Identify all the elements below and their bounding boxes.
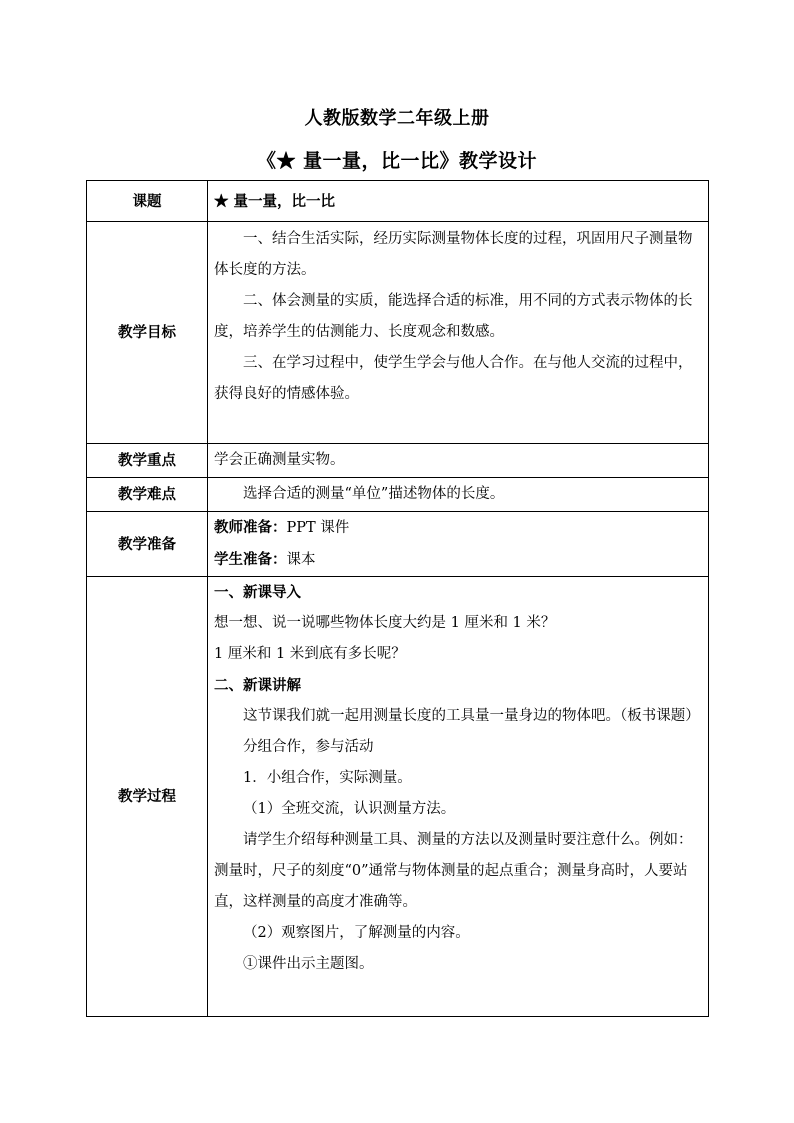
student-preparation-label: 学生准备： (214, 551, 287, 568)
row-objectives (87, 222, 709, 444)
process-label: 教学过程 (87, 577, 208, 1017)
teacher-preparation-value: PPT 课件 (286, 520, 350, 536)
row-key-point (87, 444, 709, 478)
process-line: （1）全班交流，认识测量方法。 (243, 801, 456, 817)
teacher-preparation-label: 教师准备： (214, 519, 287, 536)
key-point-label: 教学重点 (87, 444, 208, 478)
objectives-label: 教学目标 (87, 222, 208, 444)
process-line: 想一想、说一说哪些物体长度大约是 1 厘米和 1 米？ (214, 615, 556, 631)
process-line: ①课件出示主题图。 (243, 956, 374, 972)
process-line: 分组合作，参与活动 (243, 739, 374, 755)
row-process (87, 577, 709, 1017)
row-topic (87, 181, 709, 222)
document-title-line1: 人教版数学二年级上册 (304, 108, 490, 129)
key-point-value: 学会正确测量实物。 (208, 444, 709, 478)
difficulty-value: 选择合适的测量“单位”描述物体的长度。 (208, 478, 709, 512)
process-heading: 一、新课导入 (214, 584, 301, 601)
process-heading: 二、新课讲解 (214, 677, 301, 694)
topic-label: 课题 (87, 181, 208, 222)
preparation-label: 教学准备 (87, 512, 208, 577)
document-title-line2: 《★ 量一量，比一比》教学设计 (256, 150, 538, 172)
student-preparation-value: 课本 (286, 552, 316, 568)
row-preparation (87, 512, 709, 577)
process-line: 1 厘米和 1 米到底有多长呢？ (214, 646, 406, 662)
topic-value: ★ 量一量，比一比 (208, 181, 709, 222)
objective-paragraph: 一、结合生活实际，经历实际测量物体长度的过程，巩固用尺子测量物体长度的方法。 (214, 231, 693, 278)
process-content (208, 577, 709, 1017)
objectives-content (208, 222, 709, 444)
student-preparation (214, 544, 702, 576)
process-line: 这节课我们就一起用测量长度的工具量一量身边的物体吧。（板书课题） (243, 708, 700, 724)
row-difficulty (87, 478, 709, 512)
lesson-plan-table (86, 180, 709, 1017)
process-line: 请学生介绍每种测量工具、测量的方法以及测量时要注意什么。例如：测量时，尺子的刻度“0”通常与物体测量的起点重合；测量身高时，人要站直，这样测量的高度才准确等。 (214, 832, 693, 910)
difficulty-label: 教学难点 (87, 478, 208, 512)
objective-paragraph: 三、在学习过程中，使学生学会与他人合作。在与他人交流的过程中，获得良好的情感体验。 (214, 355, 693, 402)
process-line: （2）观察图片，了解测量的内容。 (243, 925, 470, 941)
teacher-preparation (214, 512, 702, 544)
objective-paragraph: 二、体会测量的实质，能选择合适的标准，用不同的方式表示物体的长度，培养学生的估测能力、长度观念和数感。 (214, 293, 693, 340)
preparation-content (208, 512, 709, 577)
process-line: 1．小组合作，实际测量。 (243, 770, 412, 786)
